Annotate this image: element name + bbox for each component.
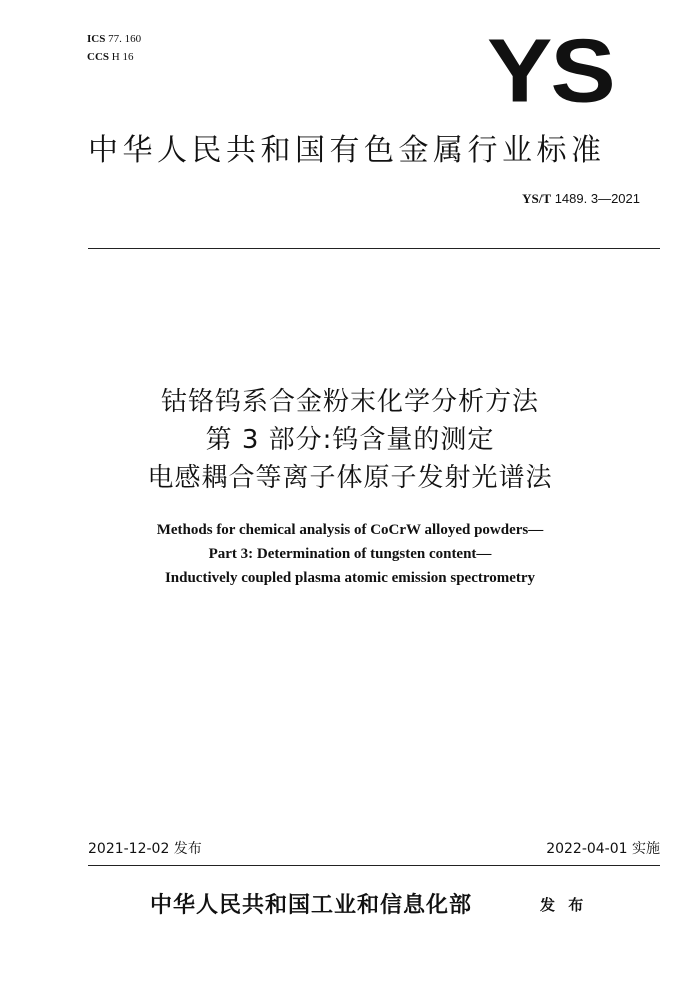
standard-number — [522, 191, 640, 207]
ics-code — [87, 30, 141, 48]
implementation-date: 2022-04-01 实施 — [546, 841, 660, 857]
publisher-name: 中华人民共和国工业和信息化部 — [150, 893, 473, 918]
standard-prefix: YS/T — [522, 191, 552, 206]
standard-code: 1489. 3—2021 — [554, 191, 640, 206]
english-title-line-3: Inductively coupled plasma atomic emission spectrometry — [164, 570, 536, 586]
classification-codes — [87, 30, 141, 66]
publish-label: 发 布 — [540, 896, 588, 914]
chinese-title-line-3: 电感耦合等离子体原子发射光谱法 — [147, 463, 553, 493]
ccs-label: CCS — [87, 51, 110, 63]
chinese-title-line-1: 钴铬钨系合金粉末化学分析方法 — [160, 387, 539, 417]
chinese-title — [0, 383, 700, 497]
english-title-line-1: Methods for chemical analysis of CoCrW alloyed powders— — [156, 522, 544, 538]
ics-value: 77. 160 — [108, 33, 142, 45]
organization-title: 中华人民共和国有色金属行业标准 — [88, 133, 606, 168]
english-title — [0, 518, 700, 590]
footer-divider — [88, 865, 660, 866]
ys-logo: YS — [487, 19, 614, 121]
header-divider — [88, 248, 660, 249]
chinese-title-line-2: 第 3 部分:钨含量的测定 — [205, 425, 495, 455]
ccs-code — [87, 48, 141, 66]
ics-label: ICS — [87, 33, 106, 45]
english-title-line-2: Part 3: Determination of tungsten content— — [208, 546, 492, 562]
ccs-value: H 16 — [111, 51, 134, 63]
issue-date: 2021-12-02 发布 — [88, 841, 202, 857]
